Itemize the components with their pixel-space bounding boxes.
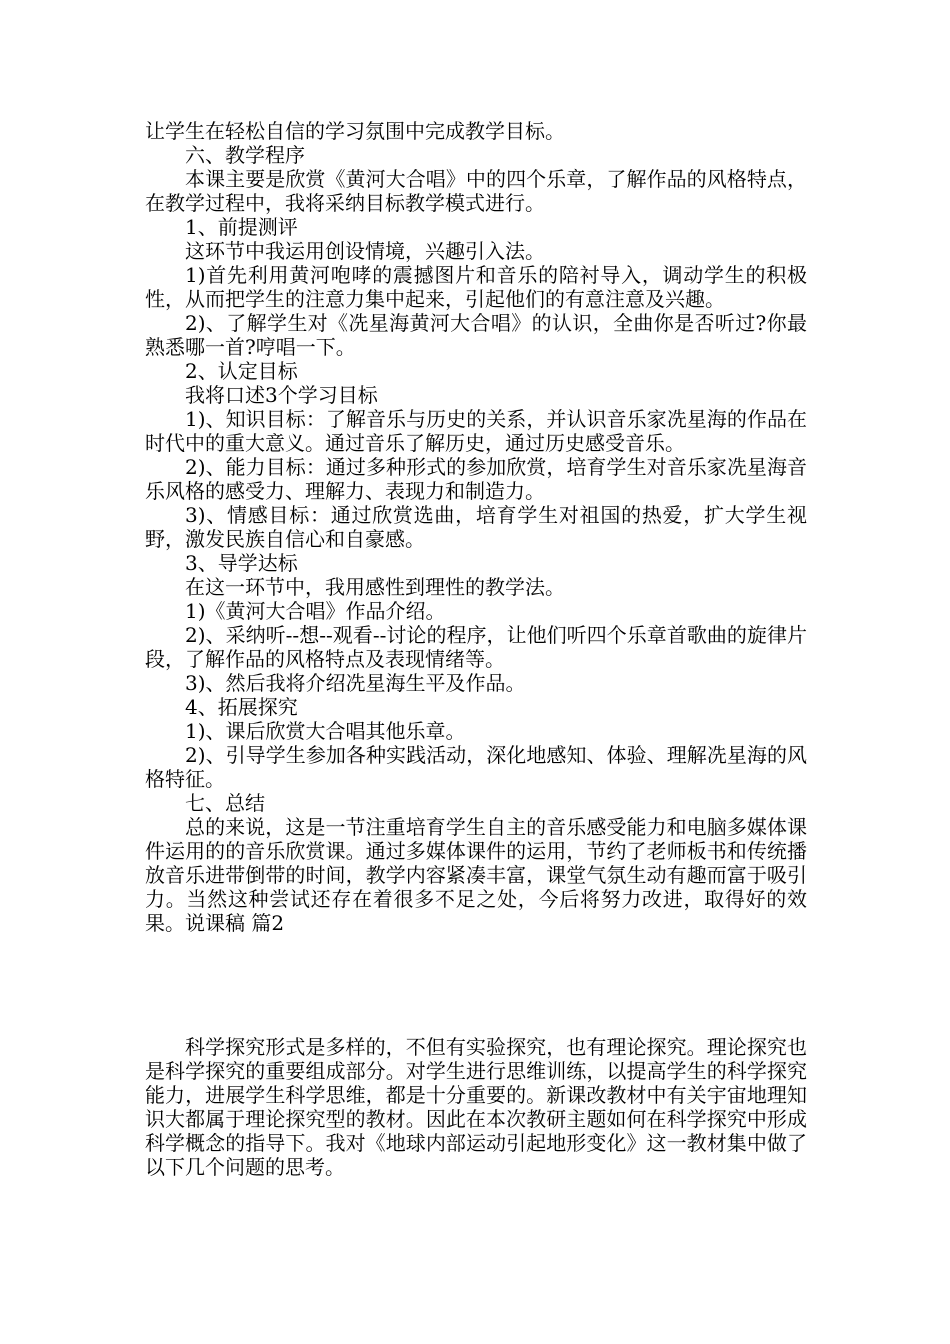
paragraph: 2)、引导学生参加各种实践活动，深化地感知、体验、理解冼星海的风格特征。 xyxy=(145,743,807,791)
subsection-heading: 3、导学达标 xyxy=(185,551,298,575)
paragraph: 1)《黄河大合唱》作品介绍。 xyxy=(185,599,446,623)
paragraph: 1)首先利用黄河咆哮的震撼图片和音乐的陪衬导入，调动学生的积极性，从而把学生的注意力集中起来，引起他们的有意注意及兴趣。 xyxy=(145,263,807,311)
document-page xyxy=(145,119,807,1179)
section-heading: 六、教学程序 xyxy=(185,143,305,167)
document-section-part2 xyxy=(145,1035,807,1179)
subsection-heading: 1、前提测评 xyxy=(185,215,298,239)
paragraph: 本课主要是欣赏《黄河大合唱》中的四个乐章，了解作品的风格特点，在教学过程中，我将采纳目标教学模式进行。 xyxy=(145,167,807,215)
paragraph: 我将口述3个学习目标 xyxy=(185,383,378,407)
section-heading: 七、总结 xyxy=(185,791,265,815)
paragraph: 3)、情感目标：通过欣赏选曲，培育学生对祖国的热爱，扩大学生视野，激发民族自信心和自豪感。 xyxy=(145,503,807,551)
paragraph: 2)、能力目标：通过多种形式的参加欣赏，培育学生对音乐家冼星海音乐风格的感受力、理解力、表现力和制造力。 xyxy=(145,455,807,503)
paragraph: 2)、了解学生对《冼星海黄河大合唱》的认识，全曲你是否听过?你最熟悉哪一首?哼唱一下。 xyxy=(145,311,807,359)
paragraph: 3)、然后我将介绍冼星海生平及作品。 xyxy=(185,671,526,695)
paragraph: 让学生在轻松自信的学习氛围中完成教学目标。 xyxy=(145,119,565,143)
paragraph: 科学探究形式是多样的，不但有实验探究，也有理论探究。理论探究也是科学探究的重要组成部分。对学生进行思维训练，以提高学生的科学探究能力，进展学生科学思维，都是十分重要的。新课改教材中有关宇宙地理知识大都属于理论探究型的教材。因此在本次教研主题如何在科学探究中形成科学概念的指导下。我对《地球内部运动引起地形变化》这一教材集中做了以下几个问题的思考。 xyxy=(145,1035,807,1179)
document-section-part1 xyxy=(145,119,807,935)
paragraph: 1)、课后欣赏大合唱其他乐章。 xyxy=(185,719,466,743)
paragraph: 总的来说，这是一节注重培育学生自主的音乐感受能力和电脑多媒体课件运用的的音乐欣赏课。通过多媒体课件的运用，节约了老师板书和传统播放音乐进带倒带的时间，教学内容紧凑丰富，课堂气氛生动有趣而富于吸引力。当然这种尝试还存在着很多不足之处，今后将努力改进，取得好的效果。说课稿 篇2 xyxy=(145,815,807,935)
paragraph: 这环节中我运用创设情境，兴趣引入法。 xyxy=(185,239,545,263)
subsection-heading: 2、认定目标 xyxy=(185,359,298,383)
paragraph: 2)、采纳听--想--观看--讨论的程序，让他们听四个乐章首歌曲的旋律片段，了解作品的风格特点及表现情绪等。 xyxy=(145,623,807,671)
section-spacer xyxy=(145,935,807,1035)
subsection-heading: 4、拓展探究 xyxy=(185,695,298,719)
paragraph: 1)、知识目标：了解音乐与历史的关系，并认识音乐家冼星海的作品在时代中的重大意义。通过音乐了解历史，通过历史感受音乐。 xyxy=(145,407,807,455)
paragraph: 在这一环节中，我用感性到理性的教学法。 xyxy=(185,575,565,599)
